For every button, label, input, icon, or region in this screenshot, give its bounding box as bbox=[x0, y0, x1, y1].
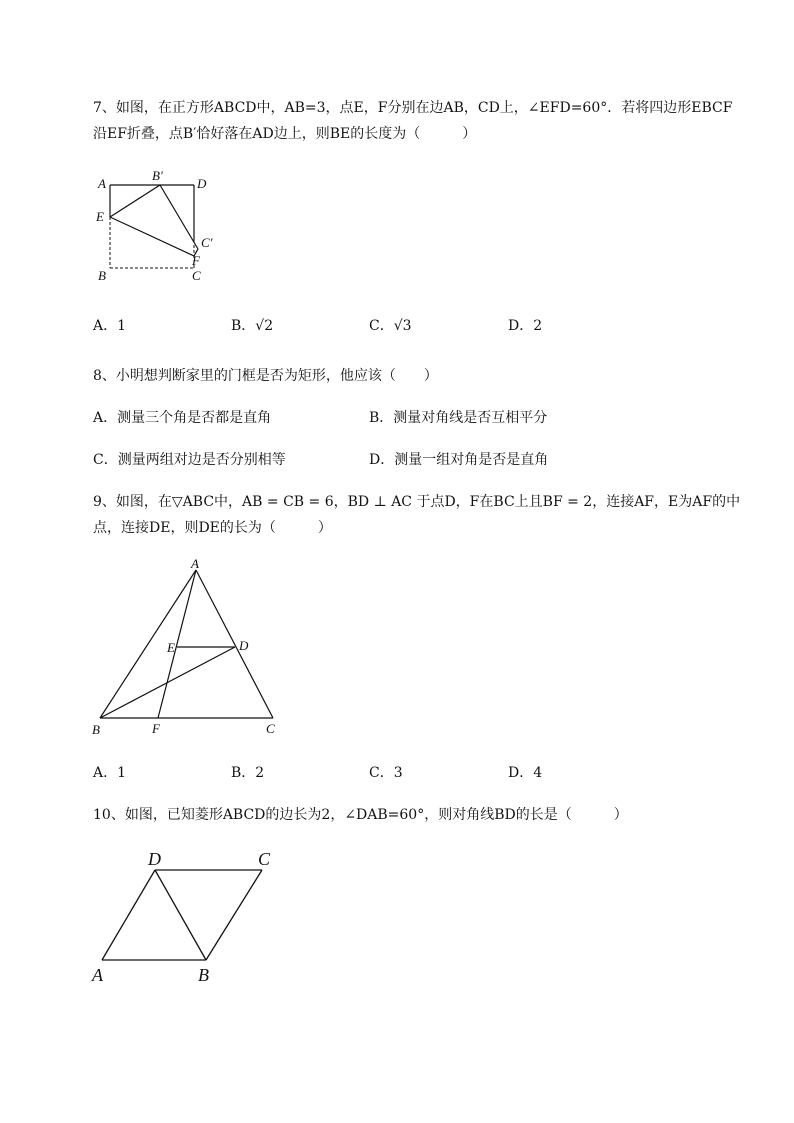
q10-label-C: C bbox=[258, 849, 271, 869]
q8-option-c: C．测量两组对边是否分别相等 bbox=[93, 452, 286, 468]
q9-label-A: A bbox=[191, 558, 199, 571]
q8-option-a: A．测量三个角是否都是直角 bbox=[93, 410, 272, 426]
q10-label-D: D bbox=[148, 849, 161, 869]
q7-figure-square-fold bbox=[90, 165, 230, 290]
q7-text-line1: 7、如图，在正方形ABCD中，AB=3，点E，F分别在边AB，CD上，∠EFD=60°．若将四边形EBCF bbox=[93, 100, 733, 116]
q7-label-E: E bbox=[96, 209, 104, 224]
q10-figure-rhombus bbox=[88, 845, 288, 990]
q9-label-D: D bbox=[239, 638, 249, 653]
q9-label-C: C bbox=[266, 721, 275, 736]
q9-figure-triangle bbox=[88, 558, 288, 743]
q7-label-C: C bbox=[192, 268, 201, 283]
q7-option-d: D．2 bbox=[508, 318, 543, 334]
q9-option-c: C．3 bbox=[369, 765, 403, 781]
q8-text-line1: 8、小明想判断家里的门框是否为矩形，他应该（ ） bbox=[93, 368, 438, 384]
q7-label-Cp: C′ bbox=[201, 235, 213, 250]
q10-label-B: B bbox=[198, 965, 209, 985]
q9-label-B: B bbox=[92, 722, 100, 737]
q7-option-b: B．√2 bbox=[231, 318, 274, 334]
q7-label-D: D bbox=[197, 176, 207, 191]
q8-option-b: B．测量对角线是否互相平分 bbox=[369, 410, 548, 426]
q9-label-E: E bbox=[167, 640, 175, 655]
q7-label-Bp: B′ bbox=[152, 168, 163, 183]
q9-option-b: B．2 bbox=[231, 765, 265, 781]
q7-option-a: A．1 bbox=[93, 318, 127, 334]
q9-option-a: A．1 bbox=[93, 765, 127, 781]
q9-label-F: F bbox=[152, 721, 160, 736]
q9-text-line2: 点，连接DE，则DE的长为（ ） bbox=[93, 520, 332, 536]
q7-option-c: C．√3 bbox=[369, 318, 412, 334]
q7-label-F: F bbox=[192, 253, 200, 268]
q7-text-line2: 沿EF折叠，点B′恰好落在AD边上，则BE的长度为（ ） bbox=[93, 126, 477, 142]
q7-label-B: B bbox=[98, 268, 106, 283]
q10-label-A: A bbox=[92, 965, 103, 985]
q8-option-d: D．测量一组对角是否是直角 bbox=[369, 452, 549, 468]
q7-label-A: A bbox=[98, 176, 106, 191]
q9-text-line1: 9、如图，在▽ABC中，AB = CB = 6，BD ⊥ AC 于点D，F在BC上且BF = 2，连接AF，E为AF的中 bbox=[93, 494, 741, 510]
q10-text-line1: 10、如图，已知菱形ABCD的边长为2，∠DAB=60°，则对角线BD的长是（ ） bbox=[93, 807, 628, 823]
q9-option-d: D．4 bbox=[508, 765, 543, 781]
